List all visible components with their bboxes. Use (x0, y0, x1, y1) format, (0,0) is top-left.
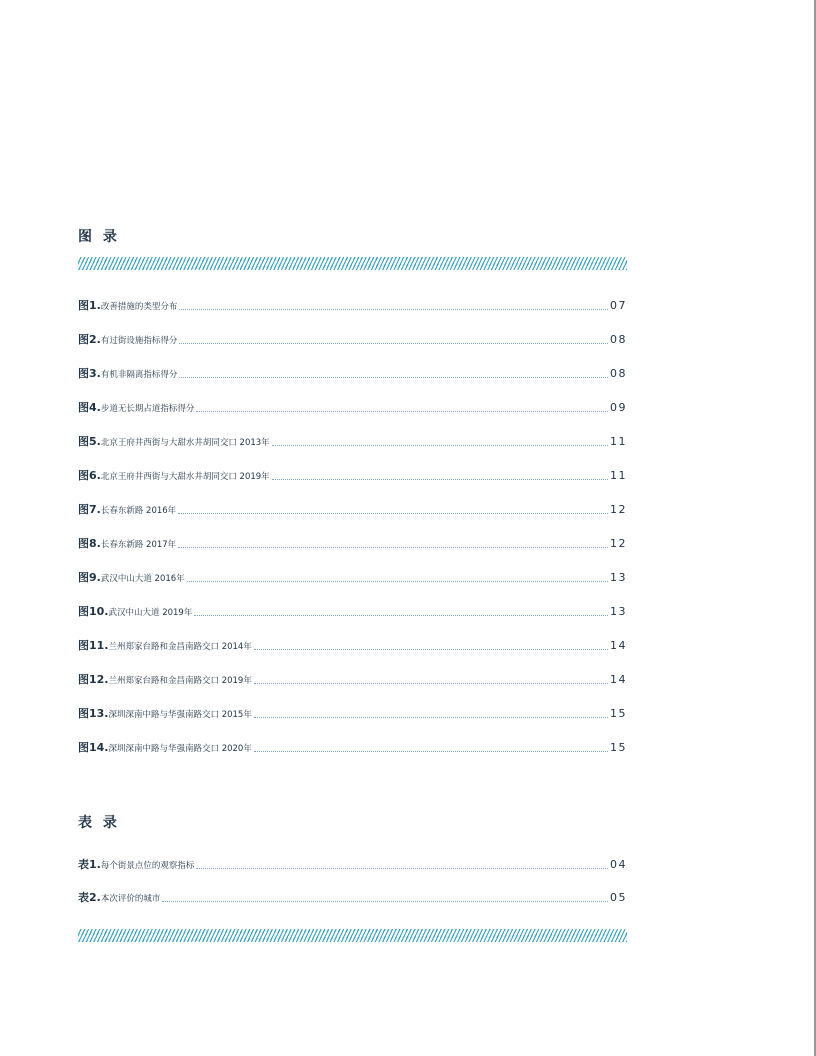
toc-leader-dots (179, 309, 608, 310)
toc-entry-prefix: 图8. (78, 537, 101, 550)
toc-entry-table-1[interactable] (78, 858, 627, 872)
toc-entry-prefix: 图14. (78, 741, 109, 754)
toc-entry-prefix: 图3. (78, 367, 101, 380)
toc-entry-label (78, 856, 194, 872)
toc-entry-title: 每个街景点位的观察指标 (100, 861, 195, 871)
toc-entry-page: 14 (610, 639, 627, 652)
toc-entry-figure-6[interactable] (78, 469, 627, 483)
toc-entry-title: 步道无长期占道指标得分 (100, 404, 195, 414)
toc-entry-page: 08 (610, 367, 627, 380)
figures-hatch-divider (78, 257, 627, 270)
toc-entry-label (78, 705, 252, 721)
toc-entry-figure-11[interactable] (78, 639, 627, 653)
tables-heading: 表 录 (78, 815, 120, 831)
toc-entry-title: 武汉中山大道 2019年 (108, 608, 193, 618)
toc-entry-title: 深圳深南中路与华强南路交口 2020年 (108, 744, 252, 754)
toc-leader-dots (178, 547, 608, 548)
toc-entry-label (78, 433, 270, 449)
toc-leader-dots (272, 445, 608, 446)
toc-leader-dots (254, 717, 608, 718)
toc-entry-prefix: 图12. (78, 673, 109, 686)
toc-leader-dots (179, 377, 608, 378)
toc-entry-page: 14 (610, 673, 627, 686)
toc-entry-title: 兰州郑家台路和金昌南路交口 2014年 (108, 642, 252, 652)
toc-entry-label (78, 603, 192, 619)
toc-entry-page: 07 (610, 299, 627, 312)
toc-entry-prefix: 图5. (78, 435, 101, 448)
toc-entry-title: 武汉中山大道 2016年 (100, 574, 185, 584)
toc-entry-prefix: 图9. (78, 571, 101, 584)
toc-entry-prefix: 图13. (78, 707, 109, 720)
toc-entry-prefix: 图1. (78, 299, 101, 312)
toc-entry-label (78, 739, 252, 755)
toc-entry-title: 有机非隔离指标得分 (100, 370, 178, 380)
toc-entry-prefix: 图6. (78, 469, 101, 482)
toc-entry-label (78, 671, 252, 687)
toc-entry-title: 北京王府井西街与大甜水井胡同交口 2019年 (100, 472, 270, 482)
toc-leader-dots (254, 751, 608, 752)
toc-entry-page: 15 (610, 741, 627, 754)
figures-heading: 图 录 (78, 229, 120, 245)
toc-entry-prefix: 图10. (78, 605, 109, 618)
toc-entry-prefix: 图7. (78, 503, 101, 516)
toc-entry-figure-13[interactable] (78, 707, 627, 721)
toc-leader-dots (196, 411, 608, 412)
toc-entry-label (78, 331, 177, 347)
toc-leader-dots (254, 649, 608, 650)
figures-list (78, 299, 627, 755)
toc-entry-title: 有过街设施指标得分 (100, 336, 178, 346)
toc-leader-dots (254, 683, 608, 684)
toc-entry-figure-14[interactable] (78, 741, 627, 755)
toc-leader-dots (179, 343, 608, 344)
toc-entry-prefix: 图4. (78, 401, 101, 414)
toc-entry-label (78, 535, 176, 551)
toc-entry-title: 改善措施的类型分布 (100, 302, 178, 312)
toc-entry-page: 11 (610, 435, 627, 448)
toc-entry-figure-8[interactable] (78, 537, 627, 551)
toc-entry-figure-2[interactable] (78, 333, 627, 347)
toc-leader-dots (187, 581, 608, 582)
toc-entry-page: 13 (610, 605, 627, 618)
toc-entry-figure-1[interactable] (78, 299, 627, 313)
toc-entry-page: 08 (610, 333, 627, 346)
toc-entry-figure-7[interactable] (78, 503, 627, 517)
toc-entry-label (78, 501, 176, 517)
toc-entry-page: 12 (610, 537, 627, 550)
toc-leader-dots (272, 479, 608, 480)
toc-entry-page: 05 (610, 891, 627, 904)
toc-entry-page: 09 (610, 401, 627, 414)
toc-leader-dots (194, 615, 608, 616)
toc-entry-title: 长春东新路 2016年 (100, 506, 177, 516)
toc-entry-title: 北京王府井西街与大甜水井胡同交口 2013年 (100, 438, 270, 448)
toc-entry-figure-9[interactable] (78, 571, 627, 585)
toc-entry-label (78, 297, 177, 313)
toc-entry-page: 11 (610, 469, 627, 482)
toc-entry-label (78, 467, 270, 483)
toc-entry-prefix: 图2. (78, 333, 101, 346)
toc-entry-label (78, 365, 177, 381)
toc-entry-title: 长春东新路 2017年 (100, 540, 177, 550)
toc-entry-figure-5[interactable] (78, 435, 627, 449)
toc-entry-figure-3[interactable] (78, 367, 627, 381)
toc-entry-label (78, 637, 252, 653)
toc-entry-title: 本次评价的城市 (100, 894, 161, 904)
toc-entry-prefix: 表2. (78, 891, 101, 904)
toc-entry-prefix: 表1. (78, 858, 101, 871)
toc-leader-dots (178, 513, 608, 514)
toc-entry-title: 兰州郑家台路和金昌南路交口 2019年 (108, 676, 252, 686)
toc-entry-figure-10[interactable] (78, 605, 627, 619)
toc-leader-dots (162, 901, 608, 902)
toc-entry-label (78, 889, 160, 905)
toc-entry-page: 15 (610, 707, 627, 720)
toc-entry-title: 深圳深南中路与华强南路交口 2015年 (108, 710, 252, 720)
toc-entry-prefix: 图11. (78, 639, 109, 652)
toc-entry-page: 13 (610, 571, 627, 584)
toc-entry-table-2[interactable] (78, 891, 627, 905)
tables-hatch-divider (78, 929, 627, 942)
toc-entry-figure-4[interactable] (78, 401, 627, 415)
toc-entry-figure-12[interactable] (78, 673, 627, 687)
toc-leader-dots (196, 868, 608, 869)
toc-entry-page: 04 (610, 858, 627, 871)
toc-entry-label (78, 569, 185, 585)
toc-entry-label (78, 399, 194, 415)
toc-entry-page: 12 (610, 503, 627, 516)
tables-list (78, 858, 627, 905)
